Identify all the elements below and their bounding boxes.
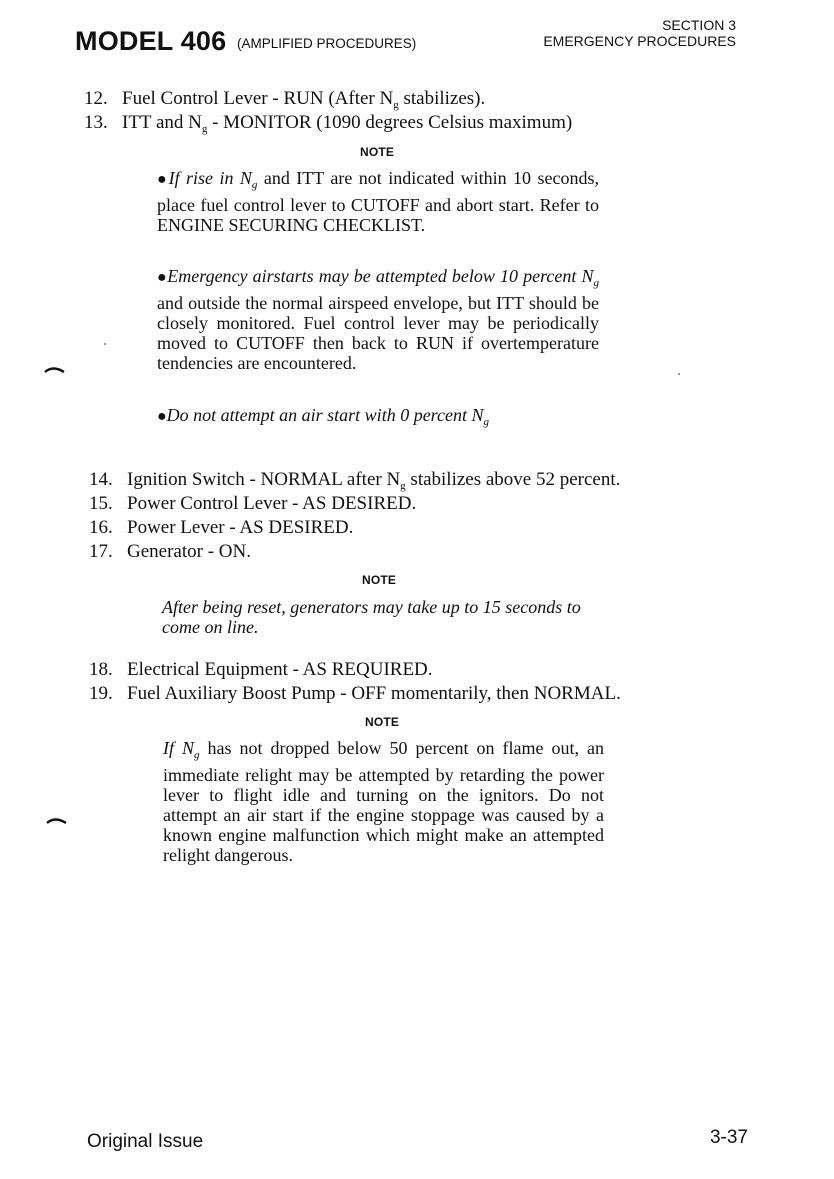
note-paragraph: ●Emergency airstarts may be attempted below 10 percent $N_g$ and outside the normal airspeed envelope, but ITT should be closely monitored. Fuel control lever may be periodically moved to CUTOFF then back to RUN if overtemperature tendencies are encountered.	[157, 266, 599, 373]
page-number: 3-37	[709, 1127, 748, 1148]
speck-mark	[678, 373, 680, 375]
step-13: 13. ITT and $N_g$ - MONITOR (1090 degrees Celsius maximum)	[84, 112, 573, 135]
note-paragraph: ●Do not attempt an air start with 0 percent $N_g$	[157, 405, 489, 428]
speck-mark	[104, 343, 106, 345]
section-number: SECTION 3	[662, 17, 736, 33]
note-label: NOTE	[360, 145, 395, 159]
note-label: NOTE	[365, 715, 400, 729]
bullet-icon: ●	[157, 408, 167, 425]
section-header	[543, 17, 736, 49]
change-bar-icon	[46, 815, 68, 825]
note-paragraph: ●If rise in $N_g$ and ITT are not indicated within 10 seconds, place fuel control lever to CUTOFF and abort start. Refer to ENGINE SECURING CHECKLIST.	[157, 168, 599, 235]
issue-label: Original Issue	[87, 1131, 204, 1152]
note-paragraph: After being reset, generators may take up to 15 seconds to come on line.	[162, 597, 581, 637]
bullet-icon: ●	[157, 171, 169, 188]
change-bar-icon	[44, 364, 66, 374]
note-paragraph: If $N_g$ has not dropped below 50 percent on flame out, an immediate relight may be attempted by retarding the power lever to flight idle and turning on the ignitors. Do not attempt an air start if the engine stoppage was caused by a known engine malfunction which might make an attempted relight dangerous.	[163, 738, 604, 865]
step-19: 19. Fuel Auxiliary Boost Pump - OFF momentarily, then NORMAL.	[89, 683, 621, 704]
step-15: 15. Power Control Lever - AS DESIRED.	[89, 493, 417, 514]
bullet-icon: ●	[157, 269, 168, 286]
step-12: 12. Fuel Control Lever - RUN (After $N_g$ stabilizes).	[84, 88, 486, 111]
step-14: 14. Ignition Switch - NORMAL after $N_g$ stabilizes above 52 percent.	[89, 469, 621, 492]
section-title: EMERGENCY PROCEDURES	[543, 33, 736, 49]
step-18: 18. Electrical Equipment - AS REQUIRED.	[89, 659, 433, 680]
model-title: MODEL 406	[75, 26, 227, 56]
step-16: 16. Power Lever - AS DESIRED.	[89, 517, 354, 538]
note-label: NOTE	[362, 573, 397, 587]
step-17: 17. Generator - ON.	[89, 541, 251, 562]
procedures-subtitle: (AMPLIFIED PROCEDURES)	[237, 36, 417, 51]
